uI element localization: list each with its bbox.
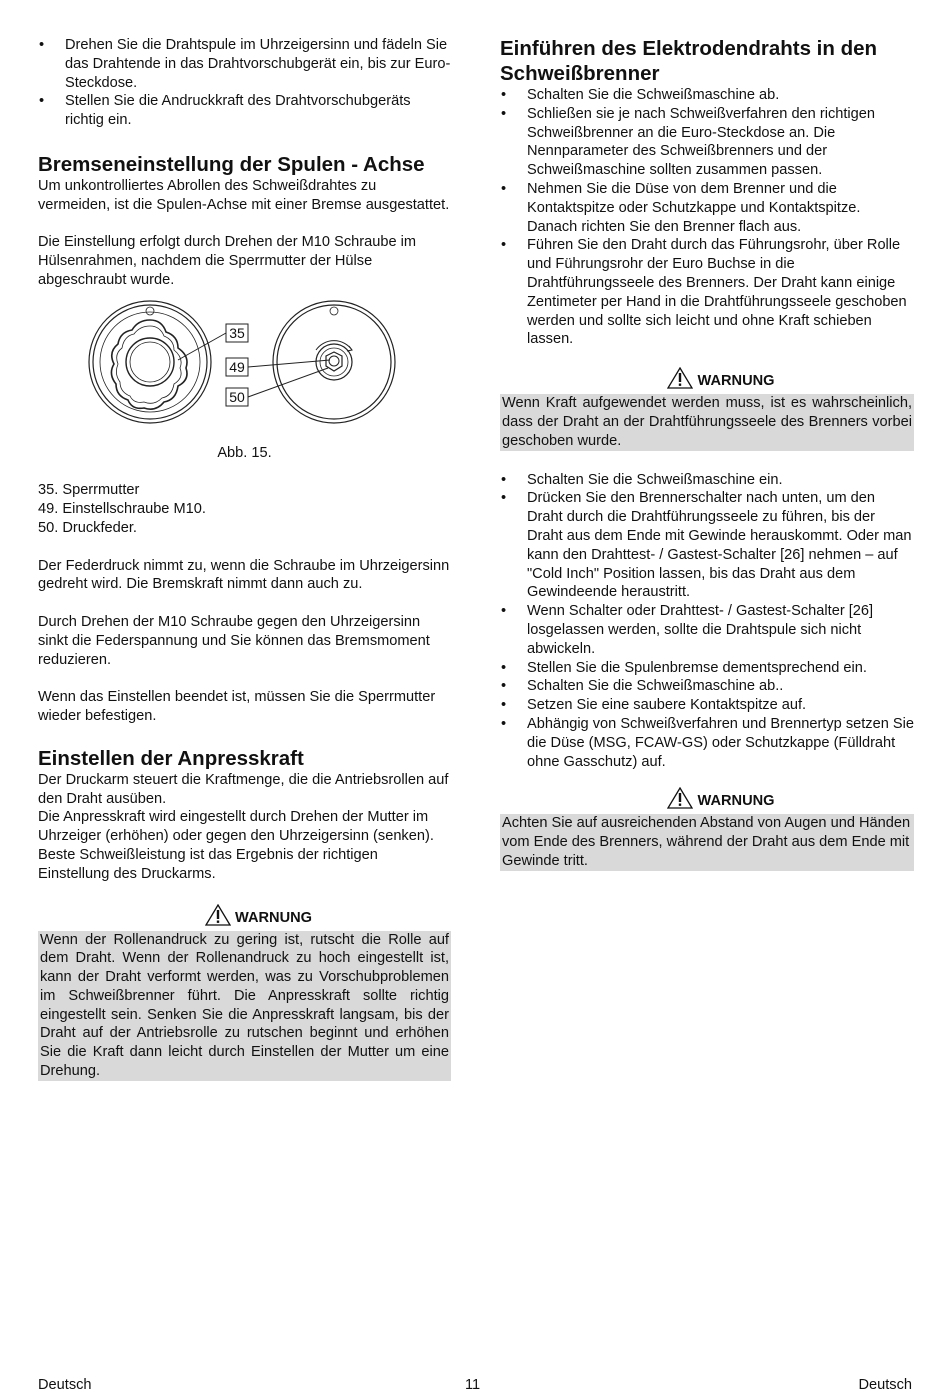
brake-heading: Bremseneinstellung der Spulen - Achse (38, 152, 425, 176)
list-item: • Drehen Sie die Drahtspule im Uhrzeigersinn und fädeln Sie das Drahtende in das Drahtvorschubgerät ein, bis zur Euro-Steckdose. (38, 36, 451, 92)
warning-triangle-icon (667, 367, 693, 394)
footer-language-right: Deutsch (858, 1377, 912, 1393)
list-item: • Führen Sie den Draht durch das Führungsrohr, über Rolle und Führungsrohr der Euro Buchse in die Drahtführungsseele des Brenners. Der Draht kann einige Zentimeter per Hand in die Drahtführungsseele geschoben werden und sollte sich leicht und ohne Kraft schieben lassen. (500, 236, 914, 349)
figure-label-35: 35 (229, 324, 245, 341)
list-item: • Abhängig von Schweißverfahren und Brennertyp setzen Sie die Düse (MSG, FCAW-GS) oder Schutzkappe (Fülldraht ohne Gasschutz) auf. (500, 715, 914, 771)
list-item: • Setzen Sie eine saubere Kontaktspitze auf. (500, 696, 914, 715)
list-item: • Schalten Sie die Schweißmaschine ein. (500, 471, 914, 490)
warning-title (500, 787, 914, 814)
warning-box: Wenn der Rollenandruck zu gering ist, rutscht die Rolle auf dem Draht. Wenn der Rollenandruck zu hoch eingestellt ist, kann der Draht verformt werden, was zu Vorschubproblemen im Schweißbrenner führt. Die Anpresskraft sollte richtig eingestellt sein. Senken Sie die Anpresskraft langsam, bis der Draht auf der Antriebsrolle zu rutschen beginnt und erhöhen Sie die Kraft dann leicht durch Einstellen der Mutter um eine Drehung. (40, 931, 449, 1080)
warning-box: Wenn Kraft aufgewendet werden muss, ist es wahrscheinlich, dass der Draht an der Drahtführungsseele des Brenners vorbei geschoben wurde. (502, 395, 912, 449)
list-item: • Stellen Sie die Andruckkraft des Drahtvorschubgeräts richtig ein. (38, 92, 451, 130)
pressure-paragraph-2: Die Anpresskraft wird eingestellt durch Drehen der Mutter im Uhrzeiger (erhöhen) oder gegen den Uhrzeigersinn (senken). Beste Schweißleistung ist das Ergebnis der richtigen Einstellung des Druckarms. (38, 809, 434, 882)
footer-language-left: Deutsch (38, 1377, 92, 1393)
legend-item: 35. Sperrmutter (38, 482, 140, 499)
wire-feed-bullet-list-2 (500, 471, 914, 772)
brake-paragraph-5: Wenn das Einstellen beendet ist, müssen Sie die Sperrmutter wieder befestigen. (38, 689, 436, 724)
pressure-paragraph-1: Der Druckarm steuert die Kraftmenge, die die Antriebsrollen auf den Draht ausüben. (38, 771, 449, 807)
list-item: • Wenn Schalter oder Drahttest- / Gastest-Schalter [26] losgelassen werden, sollte die Drahtspule sich nicht abwickeln. (500, 602, 914, 658)
warning-box: Achten Sie auf ausreichenden Abstand von Augen und Händen vom Ende des Brenners, während der Draht aus dem Ende mit Gewinde tritt. (500, 814, 914, 870)
list-item: • Schalten Sie die Schweißmaschine ab.. (500, 677, 914, 696)
spool-brake-figure (38, 294, 451, 438)
brake-paragraph-4: Durch Drehen der M10 Schraube gegen den Uhrzeigersinn sinkt die Federspannung und Sie können das Bremsmoment reduzieren. (38, 613, 430, 668)
pressure-heading: Einstellen der Anpresskraft (38, 746, 304, 770)
warning-title-text: WARNUNG (697, 373, 775, 390)
warning-title-text: WARNUNG (234, 909, 313, 926)
figure-caption: Abb. 15. (217, 444, 272, 461)
list-item: • Stellen Sie die Spulenbremse dementsprechend ein. (500, 659, 914, 678)
legend-item: 49. Einstellschraube M10. (38, 501, 206, 518)
list-item: • Drücken Sie den Brennerschalter nach unten, um den Draht durch die Drahtführungsseele zu führen, bis der Draht aus dem Ende mit Gewinde herauskommt. Oder man kann den Drahttest- / Gastest-Schalter [26] nehmen – auf "Cold Inch" Position lassen, bis das Draht aus dem Gewindeende heraustritt. (500, 489, 914, 602)
brake-paragraph-1: Um unkontrolliertes Abrollen des Schweißdrahtes zu vermeiden, ist die Spulen-Achse mit einer Bremse ausgestattet. (38, 177, 450, 213)
brake-paragraph-2: Die Einstellung erfolgt durch Drehen der M10 Schraube im Hülsenrahmen, nachdem die Sperrmutter der Hülse abgeschraubt wurde. (38, 234, 417, 288)
list-item: • Schließen sie je nach Schweißverfahren den richtigen Schweißbrenner an die Euro-Steckdose an. Die Nennparameter des Schweißbrenners und der Schweißmaschine sollten zusammen passen. (500, 105, 914, 180)
right-column (500, 36, 914, 871)
list-item: • Schalten Sie die Schweißmaschine ab. (500, 86, 914, 105)
warning-title (500, 367, 914, 394)
warning-triangle-icon (667, 787, 693, 814)
wire-feed-bullet-list-1 (500, 86, 914, 349)
warning-title (38, 904, 451, 931)
page-number: 11 (465, 1377, 481, 1393)
left-column (38, 36, 451, 1081)
warning-triangle-icon (205, 904, 231, 931)
wire-feed-heading: Einführen des Elektrodendrahts in den Schweißbrenner (500, 37, 878, 85)
figure-label-50: 50 (229, 388, 245, 405)
warning-title-text: WARNUNG (697, 793, 775, 810)
list-item: • Nehmen Sie die Düse von dem Brenner und die Kontaktspitze oder Schutzkappe und Kontaktspitze. Danach richten Sie den Brenner flach aus. (500, 180, 914, 236)
brake-paragraph-3: Der Federdruck nimmt zu, wenn die Schraube im Uhrzeigersinn gedreht wird. Die Bremskraft nimmt dann auch zu. (38, 557, 450, 593)
intro-bullet-list (38, 36, 451, 130)
spool-hub-diagram (38, 294, 451, 438)
figure-label-49: 49 (229, 358, 245, 375)
legend-item: 50. Druckfeder. (38, 519, 137, 536)
